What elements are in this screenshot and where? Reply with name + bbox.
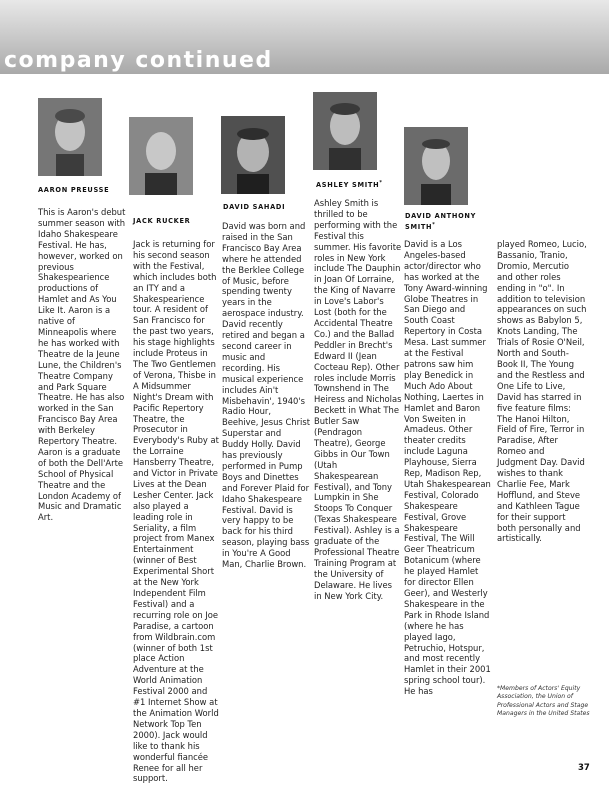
section-title: company continued (4, 48, 273, 73)
name-aaron-preusse: AARON PREUSSE (38, 186, 110, 194)
portrait-aaron-preusse (38, 98, 102, 176)
bio-jack-rucker: Jack is returning for his second season with the Festival, which includes both an ITY and a Shakespearience tour. A resident of San Francisco for the past two years, his stage highlights include Proteus in The Two Gentlemen of Verona, Thisbe in A Midsummer Night's Dream with Pacific Repertory Theatre, the Prosecutor in Everybody's Ruby at the Lorraine Hansberry Theatre, and Victor in Private Lives at the Dean Lesher Center. Jack also played a leading role in Seriality, a film project from Manex Entertainment (winner of Best Experimental Short at the New York Independent Film Festival) and a recurring role on Joe Paradise, a cartoon from Wildbrain.com (winner of both 1st place Action Adventure at the World Animation Festival 2000 and #1 Internet Show at the Animation World Network Top Ten 2000). Jack would like to thank his wonderful fiancée Renee for all her support. (133, 239, 219, 784)
name-david-anthony-smith: DAVID ANTHONY SMITH* (405, 212, 477, 231)
portrait-ashley-smith (313, 92, 377, 170)
bio-david-anthony-smith: David is a Los Angeles-based actor/director who has worked at the Tony Award-winning Globe Theatres in San Diego and South Coast Repertory in Costa Mesa. Last summer at the Festival patrons saw him play Benedick in Much Ado About Nothing, Laertes in Hamlet and Baron Von Sweiten in Amadeus. Other theater credits include Laguna Playhouse, Sierra Rep, Madison Rep, Utah Shakespearean Festival, Colorado Shakespeare Festival, Grove Shakespeare Festival, The Will Geer Theatricum Botanicum (where he played Hamlet for director Ellen Geer), and Westerly Shakespeare in the Park in Rhode Island (where he has played Iago, Petruchio, Hotspur, and most recently Hamlet in their 2001 spring school tour). He has (404, 239, 491, 697)
portrait-david-sahadi (221, 116, 285, 194)
name-jack-rucker: JACK RUCKER (133, 217, 191, 225)
bio-david-anthony-smith-continued: played Romeo, Lucio, Bassanio, Tranio, Dromio, Mercutio and other roles ending in "o". In addition to television appearances on such shows as Babylon 5, Knots Landing, The Trials of Rosie O'Neil, North and South-Book II, The Young and the Restless and One Life to Live, David has starred in five feature films: The Hanoi Hilton, Field of Fire, Terror in Paradise, After Romeo and Judgment Day. David wishes to thank Charlie Fee, Mark Hofflund, and Steve and Kathleen Tague for their support both personally and artistically. (497, 239, 587, 544)
bio-david-sahadi: David was born and raised in the San Francisco Bay Area where he attended the Berklee College of Music, before spending twenty years in the aerospace industry. David recently retired and began a second career in music and recording. His musical experience includes Ain't Misbehavin', 1940's Radio Hour, Beehive, Jesus Christ Superstar and Buddy Holly. David has previously performed in Pump Boys and Dinettes and Forever Plaid for Idaho Shakespeare Festival. David is very happy to be back for his third season, playing bass in You're A Good Man, Charlie Brown. (222, 221, 311, 570)
equity-footnote: *Members of Actors' Equity Association, the Union of Professional Actors and Stage Managers in the United States (497, 685, 590, 718)
page-number: 37 (578, 763, 590, 773)
bio-aaron-preusse: This is Aaron's debut summer season with Idaho Shakespeare Festival. He has, however, worked on previous Shakespearience productions of Hamlet and As You Like It. Aaron is a native of Minneapolis where he has worked with Theatre de la Jeune Lune, the Children's Theatre Company and Park Square Theatre. He has also worked in the San Francisco Bay Area with Berkeley Repertory Theatre. Aaron is a graduate of both the Dell'Arte School of Physical Theatre and the London Academy of Music and Dramatic Art. (38, 207, 126, 523)
bio-ashley-smith: Ashley Smith is thrilled to be performing with the Festival this summer. His favorite roles in New York include The Dauphin in Joan Of Lorraine, the King of Navarre in Love's Labor's Lost (both for the Accidental Theatre Co.) and the Ballad Peddler in Brecht's Edward II (Jean Cocteau Rep). Other roles include Morris Townshend in The Heiress and Nicholas Beckett in What The Butler Saw (Pendragon Theatre), George Gibbs in Our Town (Utah Shakespearean Festival), and Tony Lumpkin in She Stoops To Conquer (Texas Shakespeare Festival). Ashley is a graduate of the Professional Theatre Training Program at the University of Delaware. He lives in New York City. (314, 198, 402, 601)
portrait-david-anthony-smith (404, 127, 468, 205)
name-ashley-smith: ASHLEY SMITH* (316, 181, 383, 189)
portrait-jack-rucker (129, 117, 193, 195)
name-david-sahadi: DAVID SAHADI (223, 203, 286, 211)
